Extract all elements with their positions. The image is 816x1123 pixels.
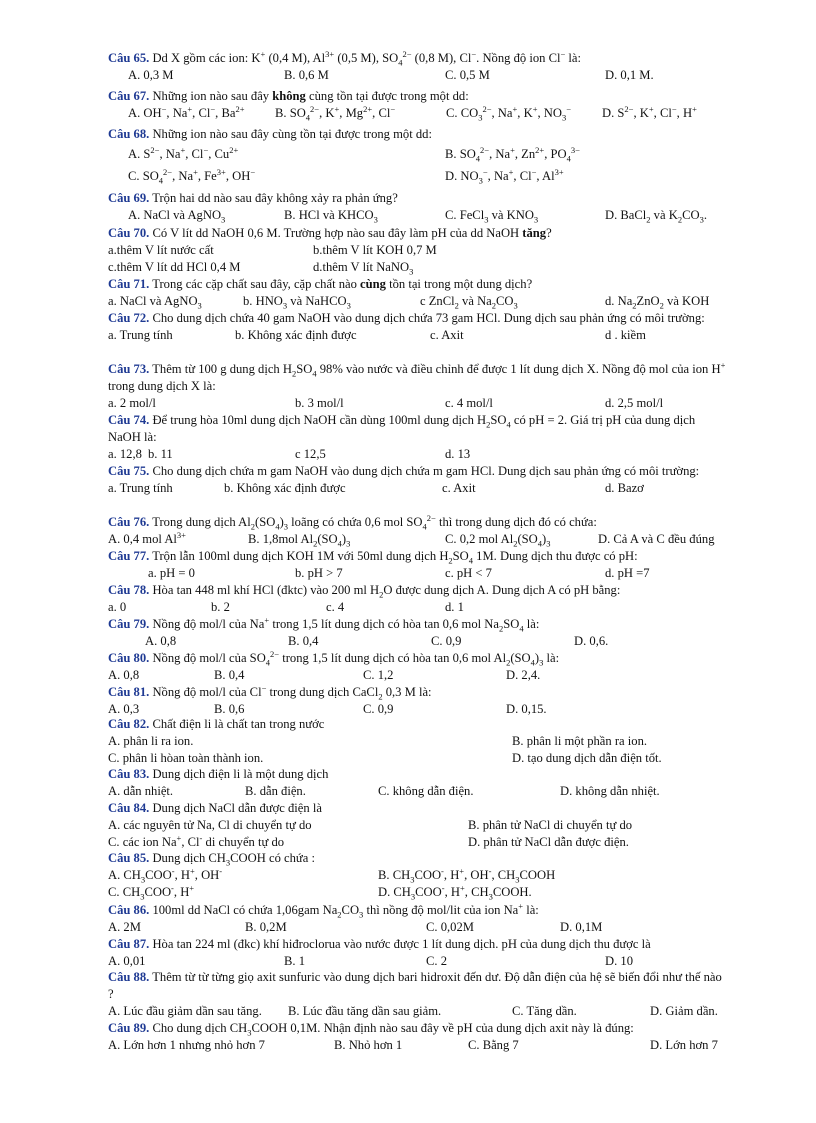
option-a: A. 2M	[108, 920, 141, 934]
option-d: D. phân tử NaCl dẫn được điện.	[468, 835, 629, 849]
question-stem: Dd X gồm các ion: K+ (0,4 M), $Al^{3+}$ (0,5 M), $SO_4^{2-}$ (0,8 M), Cl−. Nồng độ ion Cl− là:	[149, 48, 582, 68]
option-a: A. phân li ra ion.	[108, 734, 194, 748]
option-c: C. 0,9	[363, 702, 394, 716]
option-a: A. NaCl và AgNO$_3$	[128, 208, 226, 225]
question-number: Câu 70.	[108, 226, 150, 240]
option-a: A. $CH_3COO^-$, H+, OH-	[108, 865, 223, 885]
question-82	[108, 716, 728, 767]
question-77	[108, 548, 728, 582]
option-c: C. không dẫn điện.	[378, 784, 474, 798]
question-stem: Nồng độ mol/l của $SO_4^{2-}$ trong 1,5 lít dung dịch có hòa tan 0,6 mol $Al_2(SO_4)_3$ là:	[149, 648, 560, 668]
question-number: Câu 75.	[108, 464, 150, 478]
option-b: b.thêm V lít KOH 0,7 M	[313, 243, 437, 257]
question-stem: Hòa tan 448 ml khí HCl (đktc) vào 200 ml $H_2O$ được dung dịch A. Dung dịch A có pH bằng:	[149, 583, 621, 600]
question-74	[108, 412, 728, 463]
option-b: B. 0,6 M	[284, 68, 329, 82]
option-a: a. Trung tính	[108, 481, 173, 495]
question-stem: Nồng độ mol/l của Na+ trong 1,5 lít dung dịch có hòa tan 0,6 mol $Na_2SO_4$ là:	[149, 614, 540, 634]
option-d: D. Cả A và C đều đúng	[598, 532, 715, 546]
option-d: D. $S^{2-}$, K+, Cl−, H+	[602, 103, 697, 120]
option-d: d. 2,5 mol/l	[605, 396, 664, 410]
option-c: C. Bằng 7	[468, 1038, 519, 1052]
question-number: Câu 69.	[108, 191, 150, 205]
option-d: D. BaCl$_2$ và $K_2CO_3$.	[605, 208, 707, 225]
question-80	[108, 650, 728, 684]
question-88	[108, 969, 728, 1020]
option-d: D. $CH_3COO^-$, H+, $CH_3COOH$.	[378, 882, 532, 902]
question-68	[108, 126, 728, 187]
question-number: Câu 88.	[108, 970, 150, 984]
question-stem: Chất điện li là chất tan trong nước	[149, 717, 325, 731]
question-70	[108, 225, 728, 276]
option-b: B. 1	[284, 954, 305, 968]
question-stem: Trong dung dịch $Al_2(SO_4)_3$ loãng có chứa 0,6 mol $SO_4^{2-}$ thì trong dung dịch đó có chứa:	[149, 512, 597, 532]
option-a: A. Lúc đầu giảm dần sau tăng.	[108, 1004, 262, 1018]
question-number: Câu 71.	[108, 277, 150, 291]
option-a: a. pH = 0	[148, 566, 195, 580]
option-d: d. pH =7	[605, 566, 650, 580]
option-c: c. pH < 7	[445, 566, 492, 580]
option-a: A. 0,01	[108, 954, 146, 968]
option-c: C. 0,9	[431, 634, 462, 648]
option-a: A. Lớn hơn 1 nhưng nhỏ hơn 7	[108, 1038, 265, 1052]
question-stem: Những ion nào sau đây không cùng tồn tại được trong một dd:	[149, 89, 469, 103]
question-78	[108, 582, 728, 616]
question-number: Câu 79.	[108, 617, 150, 631]
option-d: D. 0,1 M.	[605, 68, 654, 82]
question-number: Câu 68.	[108, 127, 150, 141]
option-b: b. $HNO_3$ và NaHCO$_3$	[243, 294, 351, 311]
option-b: B. 0,2M	[245, 920, 287, 934]
option-a: A. các nguyên tử Na, Cl di chuyển tự do	[108, 818, 312, 832]
question-stem: Trong các cặp chất sau đây, cặp chất nào cùng tồn tại trong một dung dịch?	[149, 277, 533, 291]
question-number: Câu 67.	[108, 89, 150, 103]
option-d: D. 0,1M	[560, 920, 603, 934]
question-stem: Dung dịch $CH_3COOH$ có chứa :	[149, 851, 315, 868]
option-c: c 12,5	[295, 447, 326, 461]
question-number: Câu 87.	[108, 937, 150, 951]
option-d: D. $NO_3^-$, Na+, Cl−, $Al^{3+}$	[445, 166, 564, 186]
question-89	[108, 1020, 728, 1054]
option-d: d. 1	[445, 600, 464, 614]
question-number: Câu 74.	[108, 413, 150, 427]
question-stem: Cho dung dịch $CH_3COOH$ 0,1M. Nhận định nào sau đây về pH của dung dịch axit này là đúng:	[149, 1021, 634, 1038]
option-c: C. 1,2	[363, 668, 394, 682]
option-b: B. 0,6	[214, 702, 245, 716]
option-c: c.thêm V lít dd HCl 0,4 M	[108, 260, 241, 274]
option-b: B. 0,4	[214, 668, 245, 682]
option-c: C. phân li hòan toàn thành ion.	[108, 751, 264, 765]
option-d: D. không dẫn nhiệt.	[560, 784, 660, 798]
option-c: C. 0,5 M	[445, 68, 490, 82]
option-d: d. $Na_2ZnO_2$ và KOH	[605, 294, 710, 311]
option-d: d. Bazơ	[605, 481, 644, 495]
option-d: d . kiềm	[605, 328, 646, 342]
question-number: Câu 82.	[108, 717, 150, 731]
option-a: A. 0,4 mol $Al^{3+}$	[108, 529, 186, 546]
question-stem: Dung dịch điện li là một dung dịch	[149, 767, 329, 781]
question-stem: 100ml dd NaCl có chứa 1,06gam $Na_2CO_3$ thì nồng độ mol/lit của ion Na+ là:	[149, 900, 539, 920]
question-stem: Trộn lẫn 100ml dung dịch KOH 1M với 50ml dung dịch $H_2SO_4$ 1M. Dung dịch thu được có pH:	[149, 549, 638, 566]
option-c: C. $SO_4^{2-}$, Na+, $Fe^{3+}$, OH−	[128, 166, 256, 186]
question-stem: Cho dung dịch chứa 40 gam NaOH vào dung dịch chứa 73 gam HCl. Dung dịch sau phản ứng có môi trường:	[149, 311, 705, 325]
question-number: Câu 73.	[108, 362, 150, 376]
option-b: B. HCl và $KHCO_3$	[284, 208, 378, 225]
question-number: Câu 76.	[108, 515, 150, 529]
option-b: b. 2	[211, 600, 230, 614]
option-c: c ZnCl$_2$ và $Na_2CO_3$	[420, 294, 518, 311]
option-a: A. $S^{2-}$, Na+, Cl−, $Cu^{2+}$	[128, 144, 239, 161]
question-stem: Hòa tan 224 ml (đkc) khí hiđroclorua vào nước được 1 lít dung dịch. pH của dung dịch thu được là	[149, 937, 651, 951]
option-b: B. phân li một phần ra ion.	[512, 734, 648, 748]
option-b: b. 3 mol/l	[295, 396, 344, 410]
option-d: D. tạo dung dịch dẫn điện tốt.	[512, 751, 662, 765]
option-c: C. các ion Na+, Cl- di chuyển tự do	[108, 832, 285, 849]
question-number: Câu 72.	[108, 311, 150, 325]
question-number: Câu 77.	[108, 549, 150, 563]
option-b: b. 11	[148, 447, 173, 461]
question-72	[108, 310, 728, 344]
question-number: Câu 85.	[108, 851, 150, 865]
question-87	[108, 936, 728, 970]
option-c: C. 0,02M	[426, 920, 474, 934]
option-a: a. 0	[108, 600, 127, 614]
question-number: Câu 80.	[108, 651, 150, 665]
question-number: Câu 89.	[108, 1021, 150, 1035]
question-79	[108, 616, 728, 650]
option-d: d.thêm V lít NaNO$_3$	[313, 260, 414, 277]
option-d: D. 0,15.	[506, 702, 547, 716]
question-stem: Những ion nào sau đây cùng tồn tại được trong một dd:	[149, 127, 432, 141]
option-c: c. Axit	[442, 481, 476, 495]
question-86	[108, 902, 728, 936]
question-84	[108, 800, 728, 851]
option-d: d. 13	[445, 447, 471, 461]
question-73	[108, 361, 728, 412]
option-d: D. 0,6.	[574, 634, 609, 648]
question-stem: Nồng độ mol/l của Cl− trong dung dịch CaCl$_2$ 0,3 M là:	[149, 682, 432, 702]
option-b: B. $CH_3COO^-$, H+, OH-, $CH_3COOH$	[378, 865, 556, 885]
question-number: Câu 78.	[108, 583, 150, 597]
question-stem: Trộn hai dd nào sau đây không xảy ra phản ứng?	[149, 191, 398, 205]
option-d: D. 2,4.	[506, 668, 541, 682]
option-c: C. Tăng dần.	[512, 1004, 577, 1018]
question-76	[108, 514, 728, 548]
option-c: C. $CO_3^{2-}$, Na+, K+, $NO_3^-$	[446, 103, 572, 123]
option-b: B. 0,4	[288, 634, 319, 648]
option-a: A. dẫn nhiệt.	[108, 784, 174, 798]
option-c: C. FeCl$_3$ và $KNO_3$	[445, 208, 539, 225]
option-a: a. 2 mol/l	[108, 396, 156, 410]
option-b: B. 1,8mol $Al_2(SO_4)_3$	[248, 532, 351, 549]
question-71	[108, 276, 728, 310]
question-stem: Có V lít dd NaOH 0,6 M. Trường hợp nào sau đây làm pH của dd NaOH tăng?	[149, 226, 552, 240]
question-stem: Để trung hòa 10ml dung dịch NaOH cần dùng 100ml dung dịch $H_2SO_4$ có pH = 2. Giá trị pH của dung dịch NaOH là:	[108, 413, 696, 444]
option-b: B. dẫn điện.	[245, 784, 306, 798]
question-stem: Cho dung dịch chứa m gam NaOH vào dung dịch chứa m gam HCl. Dung dịch sau phản ứng có môi trường:	[149, 464, 700, 478]
question-number: Câu 65.	[108, 51, 150, 65]
option-b: b. Không xác định được	[224, 481, 346, 495]
option-b: B. $SO_4^{2-}$, Na+, $Zn^{2+}$, $PO_4^{3-}$	[445, 144, 580, 164]
option-a: a. NaCl và AgNO$_3$	[108, 294, 202, 311]
question-69	[108, 190, 728, 224]
option-b: b. pH > 7	[295, 566, 343, 580]
option-d: D. Lớn hơn 7	[650, 1038, 718, 1052]
question-83	[108, 766, 728, 800]
option-b: B. Nhỏ hơn 1	[334, 1038, 403, 1052]
option-b: B. $SO_4^{2-}$, K+, $Mg^{2+}$, Cl−	[275, 103, 396, 123]
option-c: c. 4 mol/l	[445, 396, 493, 410]
option-c: c. 4	[326, 600, 345, 614]
question-65	[108, 50, 728, 84]
option-b: b. Không xác định được	[235, 328, 357, 342]
option-d: D. Giảm dần.	[650, 1004, 718, 1018]
option-c: c. Axit	[430, 328, 464, 342]
option-b: B. Lúc đầu tăng dần sau giảm.	[288, 1004, 442, 1018]
question-stem: Thêm từ từ từng giọ axit sunfuric vào dung dịch bari hidroxit đến dư. Độ dẫn điện của hệ sẽ biến đổi như thế nào ?	[108, 970, 722, 1001]
question-81	[108, 684, 728, 718]
option-c: C. 2	[426, 954, 447, 968]
option-d: D. 10	[605, 954, 633, 968]
option-a: A. 0,8	[145, 634, 177, 648]
question-number: Câu 84.	[108, 801, 150, 815]
option-a: A. 0,3	[108, 702, 140, 716]
question-number: Câu 81.	[108, 685, 150, 699]
question-75	[108, 463, 728, 497]
option-a: a.thêm V lít nước cất	[108, 243, 214, 257]
option-c: C. $CH_3COO^-$, H+	[108, 882, 195, 902]
question-85	[108, 850, 728, 901]
question-number: Câu 83.	[108, 767, 150, 781]
option-a: a. 12,8	[108, 447, 142, 461]
question-67	[108, 88, 728, 122]
question-stem: Dung dịch NaCl dẫn được điện là	[149, 801, 322, 815]
option-a: A. 0,8	[108, 668, 140, 682]
option-b: B. phân tử NaCl di chuyển tự do	[468, 818, 633, 832]
option-a: A. OH−, Na+, Cl−, $Ba^{2+}$	[128, 103, 245, 120]
question-stem: Thêm từ 100 g dung dịch $H_2SO_4$ 98% vào nước và điều chỉnh để được 1 lít dung dịch X. Nồng độ mol của ion H+ trong dung dịch X là:	[108, 359, 726, 393]
option-c: C. 0,2 mol $Al_2(SO_4)_3$	[445, 532, 551, 549]
option-a: a. Trung tính	[108, 328, 173, 342]
option-a: A. 0,3 M	[128, 68, 174, 82]
question-number: Câu 86.	[108, 903, 150, 917]
